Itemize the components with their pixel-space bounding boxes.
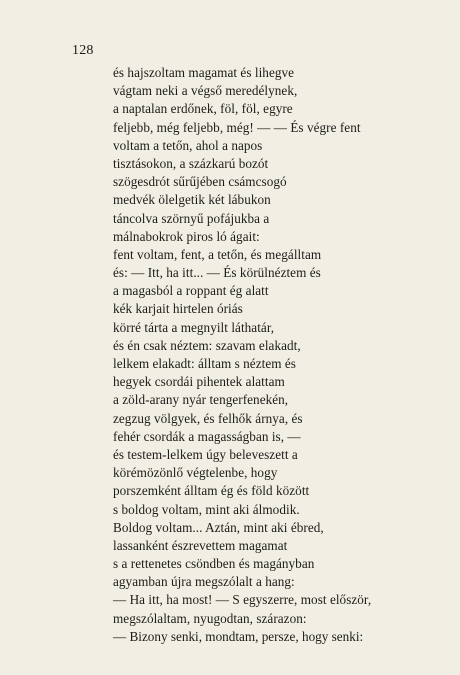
poem-line: és: — Itt, ha itt... — És körülnéztem és bbox=[113, 265, 321, 281]
poem-text bbox=[113, 64, 413, 646]
poem-line: agyamban újra megszólalt a hang: bbox=[113, 574, 295, 590]
poem-line: — Bizony senki, mondtam, persze, hogy senki: bbox=[113, 628, 364, 644]
poem-line: és hajszoltam magamat és lihegve bbox=[113, 65, 295, 80]
poem-line: málnabokrok piros ló ágait: bbox=[113, 228, 260, 244]
poem-line: és én csak néztem: szavam elakadt, bbox=[113, 337, 301, 353]
poem-line: hegyek csordái pihentek alattam bbox=[113, 374, 285, 390]
poem-line: és testem-lelkem úgy beleveszett a bbox=[113, 446, 298, 462]
poem-line: fehér csordák a magasságban is, — bbox=[113, 428, 301, 444]
poem-line: s boldog voltam, mint aki álmodik. bbox=[113, 501, 300, 517]
poem-line: körré tárta a megnyilt láthatár, bbox=[113, 319, 275, 335]
poem-line: zegzug völgyek, és felhők árnya, és bbox=[113, 410, 303, 426]
poem-line: s a rettenetes csöndben és magányban bbox=[113, 556, 315, 572]
poem-line: körémözönlő végtelenbe, hogy bbox=[113, 465, 278, 481]
poem-line: — Ha itt, ha most! — S egyszerre, most először, bbox=[113, 592, 372, 608]
poem-line: tisztásokon, a százkarú bozót bbox=[113, 155, 269, 171]
poem-line: feljebb, még feljebb, még! — — És végre fent bbox=[113, 119, 361, 135]
poem-line: vágtam neki a végső meredélynek, bbox=[113, 83, 298, 99]
poem-line: táncolva szörnyű pofájukba a bbox=[113, 210, 270, 226]
poem-line: lassanként észrevettem magamat bbox=[113, 537, 288, 553]
poem-line: a zöld-arany nyár tengerfenekén, bbox=[113, 392, 289, 408]
poem-line: Boldog voltam... Aztán, mint aki ébred, bbox=[113, 519, 324, 535]
poem-line: a naptalan erdőnek, föl, föl, egyre bbox=[113, 101, 293, 117]
page-number: 128 bbox=[72, 43, 94, 58]
poem-line: a magasból a roppant ég alatt bbox=[113, 283, 269, 299]
poem-line: voltam a tetőn, ahol a napos bbox=[113, 137, 263, 153]
poem-line: medvék ölelgetik két lábukon bbox=[113, 192, 271, 208]
poem-line: kék karjait hirtelen óriás bbox=[113, 301, 243, 317]
poem-line: porszemként álltam ég és föld között bbox=[113, 483, 310, 499]
poem-line: fent voltam, fent, a tetőn, és megálltam bbox=[113, 246, 322, 262]
poem-line: megszólaltam, nyugodtan, szárazon: bbox=[113, 610, 307, 626]
poem-line: lelkem elakadt: álltam s néztem és bbox=[113, 356, 296, 371]
poem-line: szögesdrót sűrűjében csámcsogó bbox=[113, 174, 287, 190]
